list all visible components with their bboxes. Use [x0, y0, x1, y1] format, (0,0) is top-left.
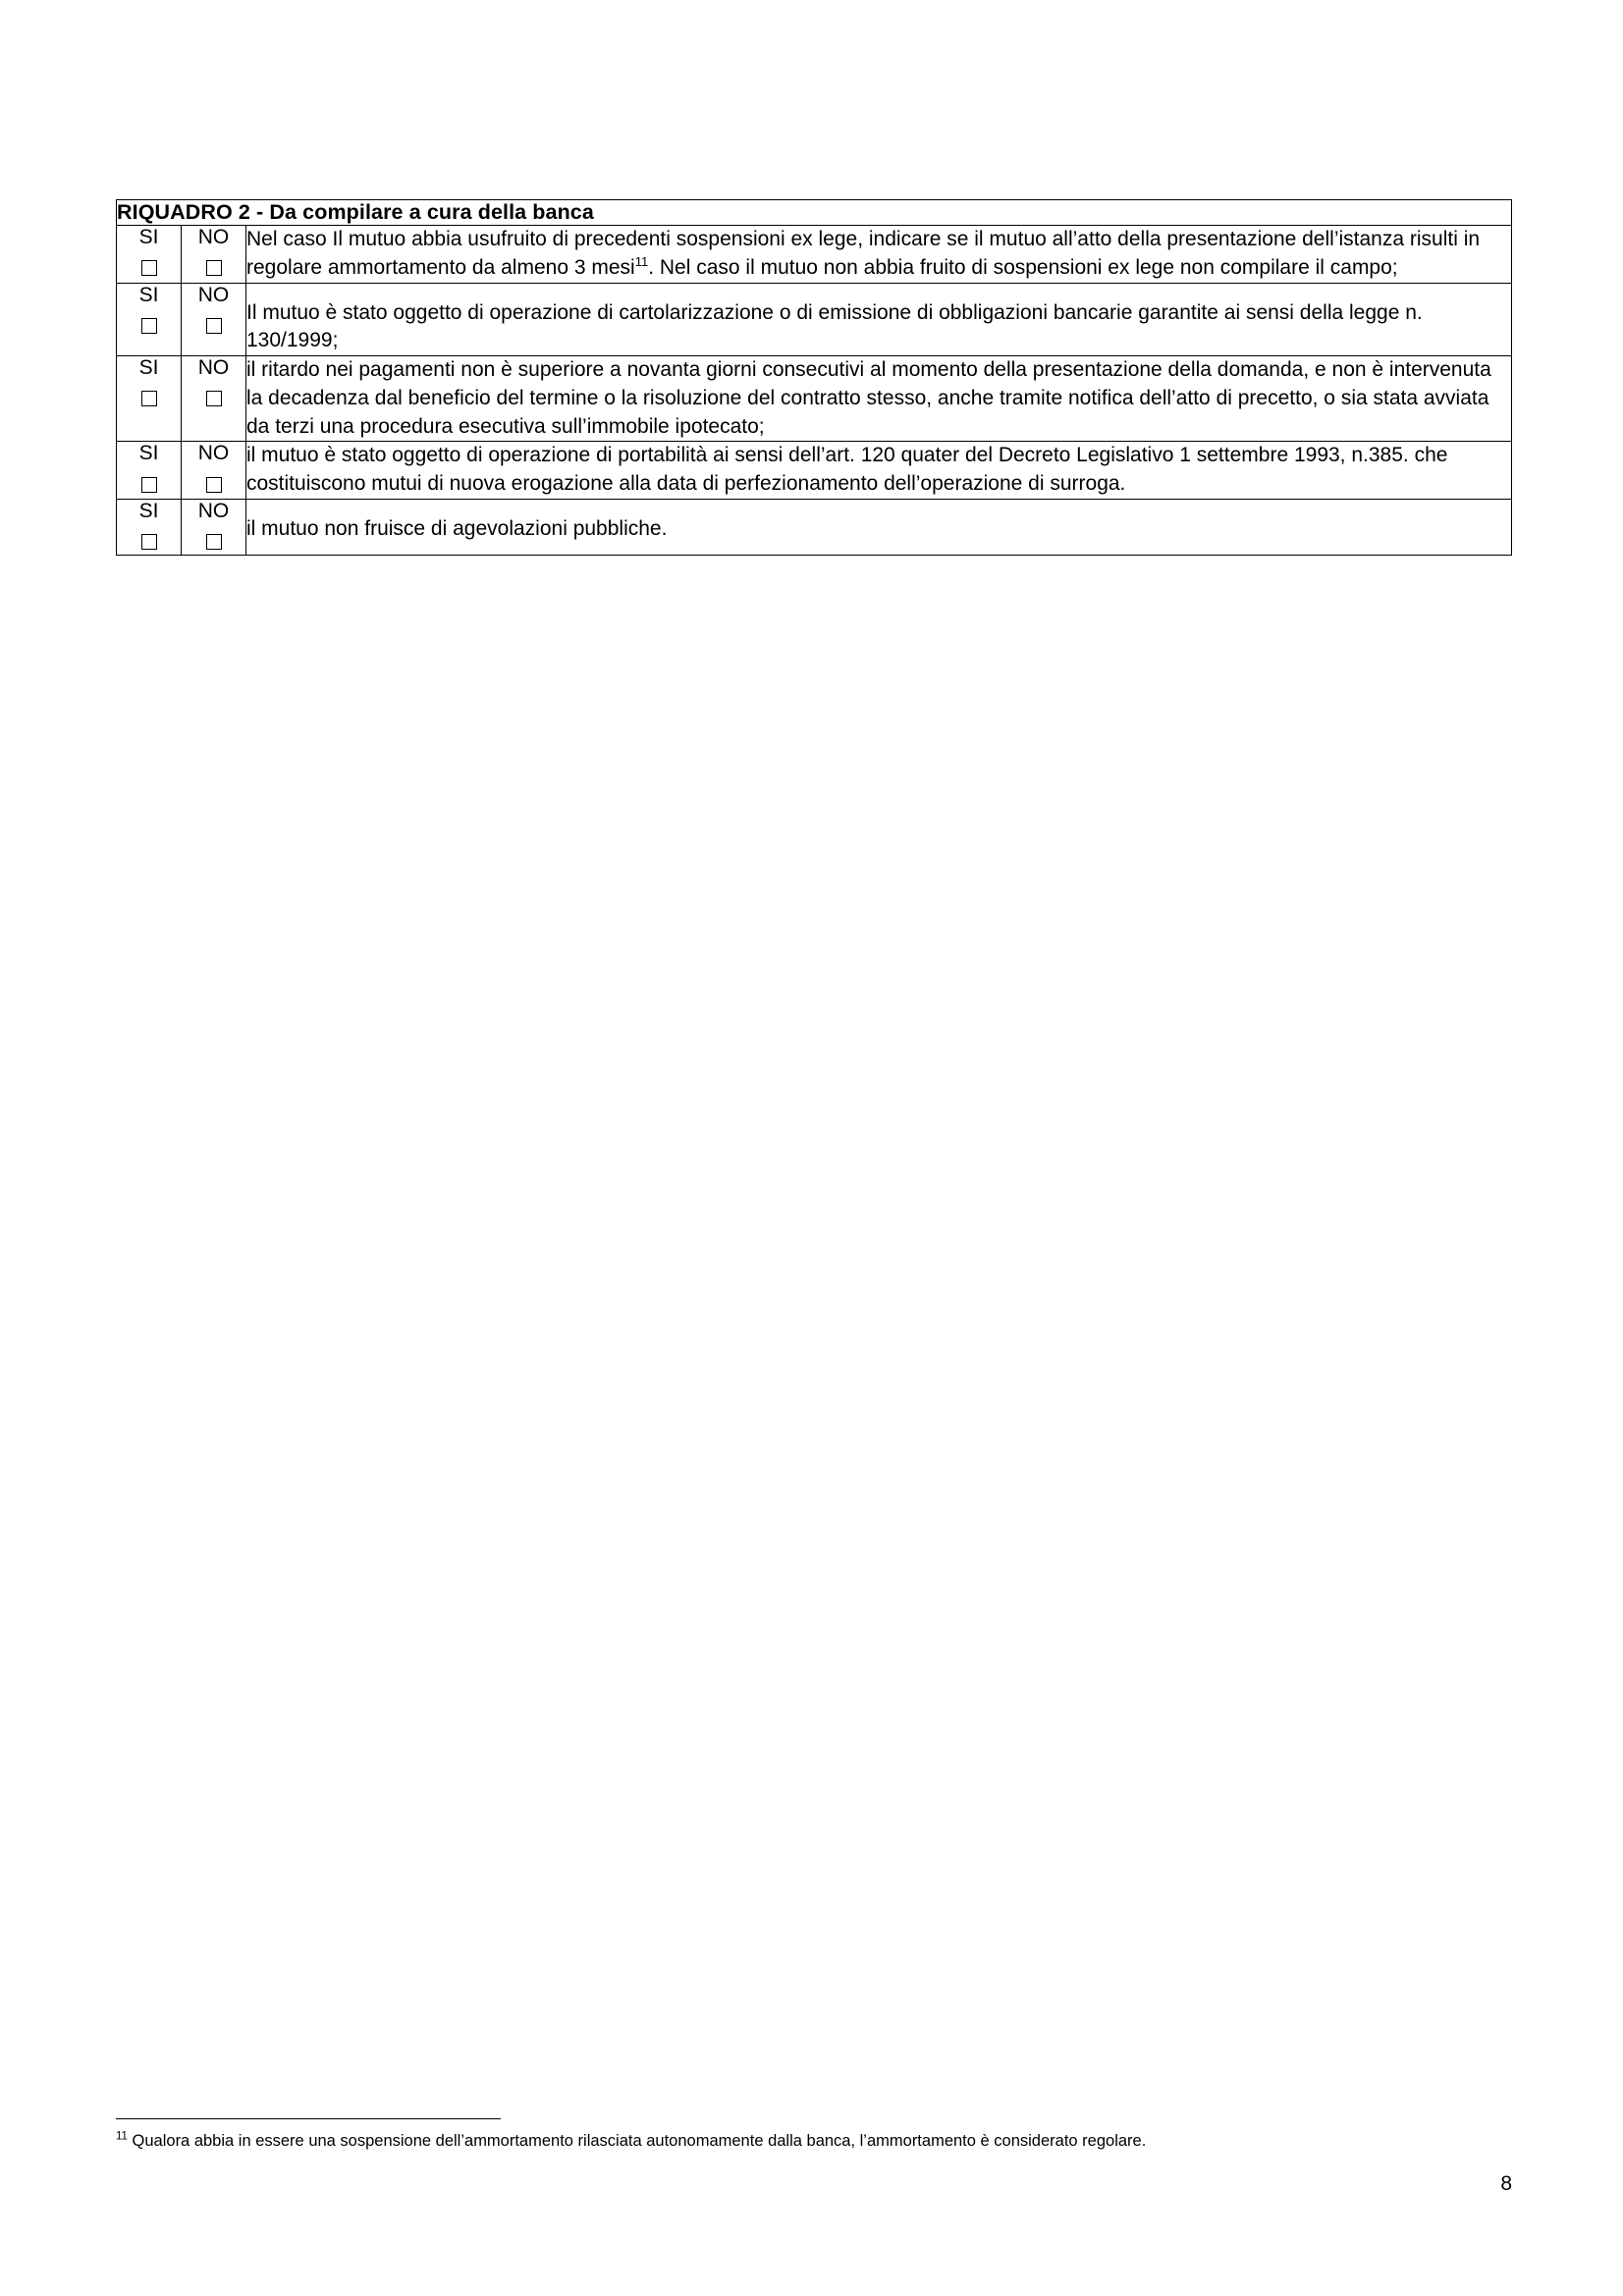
yes-cell-3[interactable]: [117, 356, 182, 442]
statement-text-1: [246, 226, 1512, 284]
checkbox-yes-5[interactable]: [141, 534, 157, 550]
table-row: [117, 226, 1512, 284]
table-row: [117, 283, 1512, 356]
checkbox-no-3[interactable]: [206, 391, 222, 406]
page-number: 8: [1500, 2172, 1512, 2195]
table-header-row: [117, 200, 1512, 226]
footnote-separator: [116, 2118, 501, 2119]
yes-label-4: SI: [138, 442, 159, 465]
checkbox-no-2[interactable]: [206, 318, 222, 334]
no-cell-4[interactable]: [182, 442, 246, 500]
table-row: [117, 442, 1512, 500]
yes-cell-5[interactable]: [117, 499, 182, 555]
yes-label-1: SI: [138, 226, 159, 248]
statement-text-3: il ritardo nei pagamenti non è superiore a novanta giorni consecutivi al momento della presentazione della domanda, e non è intervenuta la decadenza dal beneficio del termine o la risoluzione del contratto stesso, anche tramite notifica dell’atto di precetto, o sia stata avviata da terzi una procedura esecutiva sull’immobile ipotecato;: [246, 356, 1512, 442]
table-row: [117, 499, 1512, 555]
section-title: RIQUADRO 2 - Da compilare a cura della banca: [117, 200, 1512, 226]
footnote-marker-inline: 11: [634, 253, 649, 269]
statement-text-1-part1: Nel caso Il mutuo abbia usufruito di precedenti sospensioni ex lege, indicare se il mutuo all’atto della presentazione dell’istanza risulti in regolare ammortamento da almeno 3 mesi: [246, 228, 1481, 279]
footnote-text: Qualora abbia in essere una sospensione dell’ammortamento rilasciata autonomamente dalla banca, l’ammortamento è considerato regolare.: [127, 2132, 1147, 2150]
yes-cell-1[interactable]: [117, 226, 182, 284]
footnote: [116, 2130, 1510, 2153]
statement-text-4: il mutuo è stato oggetto di operazione di portabilità ai sensi dell’art. 120 quater del Decreto Legislativo 1 settembre 1993, n.385. che costituiscono mutui di nuova erogazione alla data di perfezionamento dell’operazione di surroga.: [246, 442, 1512, 500]
no-cell-2[interactable]: [182, 283, 246, 356]
yes-label-2: SI: [138, 283, 159, 306]
yes-cell-2[interactable]: [117, 283, 182, 356]
checkbox-no-4[interactable]: [206, 477, 222, 493]
statement-text-5: il mutuo non fruisce di agevolazioni pubbliche.: [246, 499, 1512, 555]
table-row: [117, 356, 1512, 442]
statement-text-1-part2: . Nel caso il mutuo non abbia fruito di sospensioni ex lege non compilare il campo;: [648, 255, 1398, 279]
checkbox-no-1[interactable]: [206, 260, 222, 276]
checkbox-yes-3[interactable]: [141, 391, 157, 406]
yes-label-3: SI: [138, 356, 159, 380]
no-label-2: NO: [197, 283, 230, 306]
yes-label-5: SI: [138, 499, 159, 522]
no-label-5: NO: [197, 499, 230, 522]
no-label-4: NO: [197, 442, 230, 465]
yes-cell-4[interactable]: [117, 442, 182, 500]
riquadro-2-table: [116, 199, 1512, 556]
checkbox-yes-2[interactable]: [141, 318, 157, 334]
no-cell-1[interactable]: [182, 226, 246, 284]
checkbox-yes-1[interactable]: [141, 260, 157, 276]
footnote-marker: 11: [116, 2130, 128, 2143]
no-cell-3[interactable]: [182, 356, 246, 442]
no-cell-5[interactable]: [182, 499, 246, 555]
no-label-1: NO: [197, 226, 230, 248]
no-label-3: NO: [197, 356, 230, 380]
checkbox-yes-4[interactable]: [141, 477, 157, 493]
statement-text-2: Il mutuo è stato oggetto di operazione di cartolarizzazione o di emissione di obbligazioni bancarie garantite ai sensi della legge n. 130/1999;: [246, 283, 1512, 356]
checkbox-no-5[interactable]: [206, 534, 222, 550]
